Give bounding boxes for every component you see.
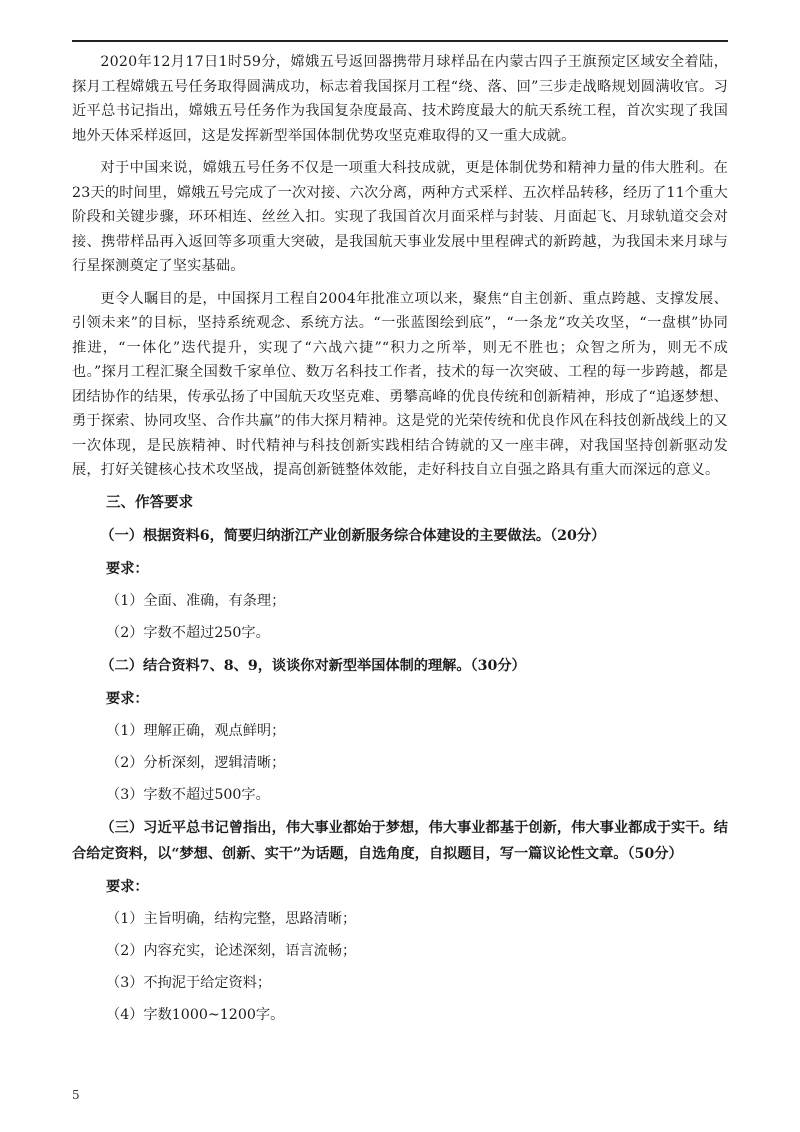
requirement-item: （4）字数1000~1200字。 [106,1006,285,1023]
requirements-label: 要求： [106,560,149,577]
requirements-label: 要求： [106,878,149,895]
requirements-label: 要求： [106,690,149,707]
question-prompt: （一）根据资料6，简要归纳浙江产业创新服务综合体建设的主要做法。（20分） [100,527,606,544]
section-title: 三、作答要求 [106,493,193,511]
material-paragraph: 对于中国来说，嫦娥五号任务不仅是一项重大科技成就，更是体制优势和精神力量的伟大胜利。在23天的时间里，嫦娥五号完成了一次对接、六次分离，两种方式采样、五次样品转移，经历了11个重大阶段和关键步骤，环环相连、丝丝入扣。实现了我国首次月面采样与封装、月面起飞、月球轨道交会对接、携带样品再入返回等多项重大突破，是我国航天事业发展中里程碑式的新跨越，为我国未来月球与行星探测奠定了坚实基础。 [72,160,728,274]
requirement-item: （3）字数不超过500字。 [106,786,270,803]
requirement-item: （1）主旨明确，结构完整，思路清晰； [106,910,357,927]
requirement-item: （2）分析深刻，逻辑清晰； [106,754,286,771]
requirement-item: （1）全面、准确，有条理； [106,592,286,609]
page-number: 5 [72,1088,80,1102]
requirement-item: （3）不拘泥于给定资料； [106,974,272,991]
document-body [72,50,728,1035]
header-rule [72,40,728,42]
question-prompt: （三）习近平总书记曾指出，伟大事业都始于梦想，伟大事业都基于创新，伟大事业都成于实干。结合给定资料，以“梦想、创新、实干”为话题，自选角度，自拟题目，写一篇议论性文章。（50分） [72,819,728,862]
question-prompt: （二）结合资料7、8、9，谈谈你对新型举国体制的理解。（30分） [100,657,526,674]
requirement-item: （2）字数不超过250字。 [106,624,270,641]
requirement-item: （1）理解正确，观点鲜明； [106,722,286,739]
question-block [72,653,728,807]
material-paragraph: 2020年12月17日1时59分，嫦娥五号返回器携带月球样品在内蒙古四子王旗预定区域安全着陆，探月工程嫦娥五号任务取得圆满成功，标志着我国探月工程“绕、落、回”三步走战略规划圆满收官。习近平总书记指出，嫦娥五号任务作为我国复杂度最高、技术跨度最大的航天系统工程，首次实现了我国地外天体采样返回，这是发挥新型举国体制优势攻坚克难取得的又一重大成就。 [72,54,728,144]
question-block [72,523,728,645]
material-paragraph: 更令人瞩目的是，中国探月工程自2004年批准立项以来，聚焦“自主创新、重点跨越、支撑发展、引领未来”的目标，坚持系统观念、系统方法。“一张蓝图绘到底”，“一条龙”攻关攻坚，“一盘棋”协同推进，“一体化”迭代提升，实现了“六战六捷”“积力之所举，则无不胜也；众智之所为，则无不成也。”探月工程汇聚全国数千家单位、数万名科技工作者，技术的每一次突破、工程的每一步跨越，都是团结协作的结果，传承弘扬了中国航天攻坚克难、勇攀高峰的优良传统和创新精神，形成了“追逐梦想、勇于探索、协同攻坚、合作共赢”的伟大探月精神。这是党的光荣传统和优良作风在科技创新战线上的又一次体现，是民族精神、时代精神与科技创新实践相结合铸就的又一座丰碑，对我国坚持创新驱动发展，打好关键核心技术攻坚战，提高创新链整体效能，走好科技自立自强之路具有重大而深远的意义。 [72,290,728,478]
requirement-item: （2）内容充实，论述深刻，语言流畅； [106,942,357,959]
question-block [72,815,728,1027]
